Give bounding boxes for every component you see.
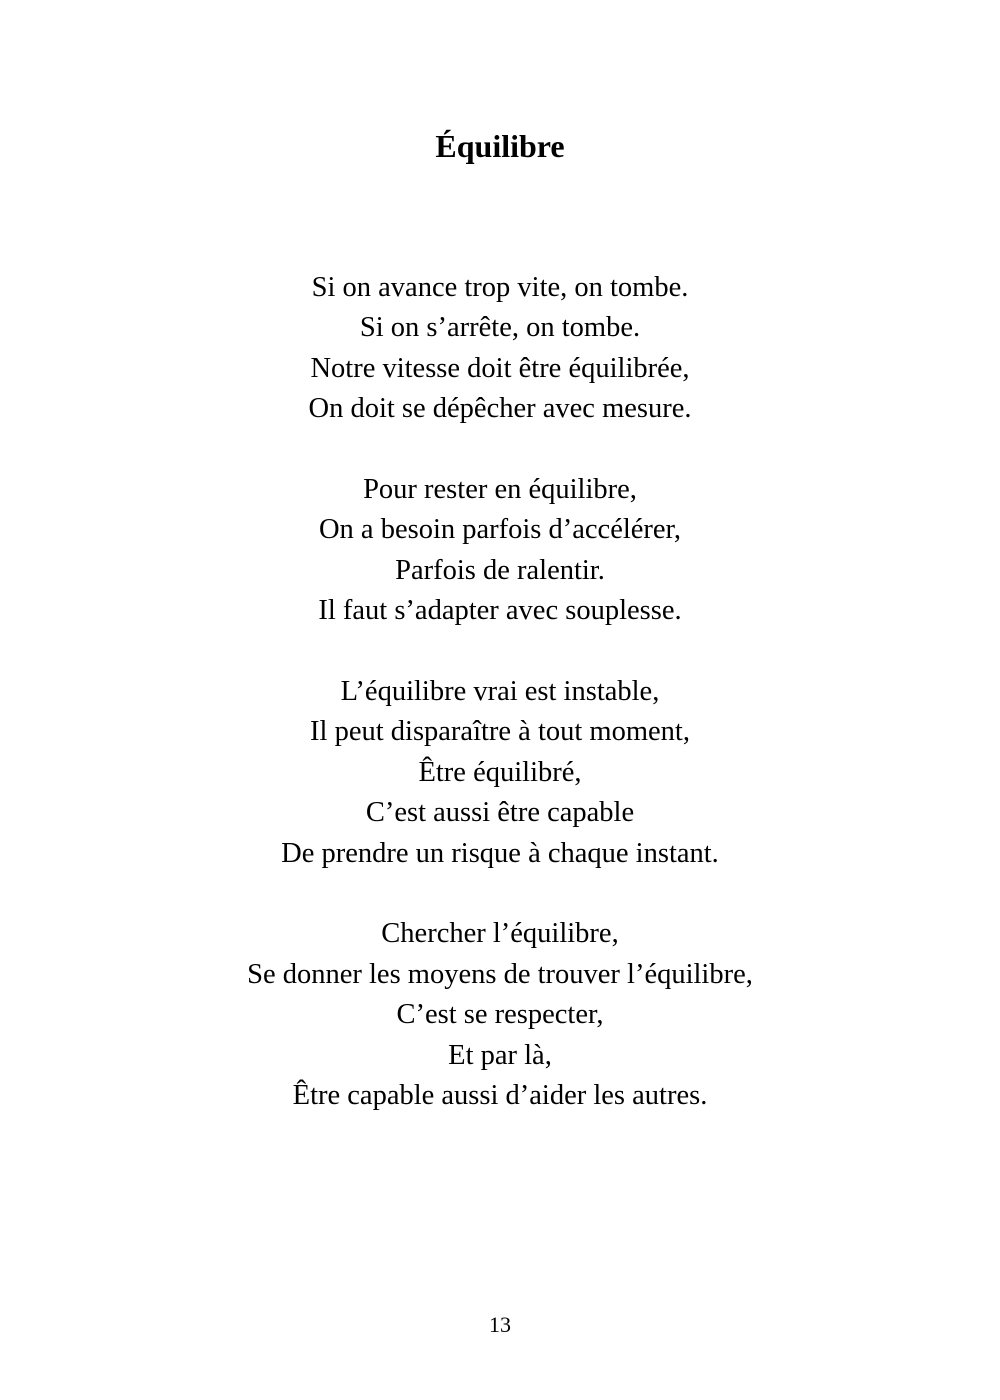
poem-line: Être équilibré, bbox=[418, 756, 582, 788]
poem-line: Si on s’arrête, on tombe. bbox=[359, 312, 641, 344]
stanza-1 bbox=[0, 268, 1000, 430]
stanza-4 bbox=[0, 914, 1000, 1116]
poem-title: Équilibre bbox=[435, 128, 565, 164]
poem-line: On a besoin parfois d’accélérer, bbox=[318, 514, 682, 546]
poem-line: Parfois de ralentir. bbox=[395, 554, 605, 586]
poem-line: De prendre un risque à chaque instant. bbox=[281, 837, 719, 869]
poem-line: Et par là, bbox=[448, 1039, 552, 1071]
poem-line: Pour rester en équilibre, bbox=[363, 474, 637, 506]
poem-line: Être capable aussi d’aider les autres. bbox=[292, 1080, 708, 1112]
poem-line: C’est aussi être capable bbox=[365, 797, 635, 829]
page-number: 13 bbox=[489, 1312, 511, 1337]
poem-line: On doit se dépêcher avec mesure. bbox=[308, 393, 692, 425]
poem-line: Notre vitesse doit être équilibrée, bbox=[310, 352, 690, 384]
poem-line: L’équilibre vrai est instable, bbox=[340, 676, 660, 708]
stanza-2 bbox=[0, 470, 1000, 632]
stanza-3 bbox=[0, 672, 1000, 874]
poem-line: Chercher l’équilibre, bbox=[381, 918, 619, 950]
poem-line: Il faut s’adapter avec souplesse. bbox=[318, 595, 682, 627]
poem-body bbox=[0, 268, 1000, 1157]
poem-line: Il peut disparaître à tout moment, bbox=[310, 716, 690, 748]
poem-line: C’est se respecter, bbox=[396, 999, 604, 1031]
poem-line: Se donner les moyens de trouver l’équilibre, bbox=[247, 958, 753, 990]
poem-line: Si on avance trop vite, on tombe. bbox=[311, 272, 689, 303]
